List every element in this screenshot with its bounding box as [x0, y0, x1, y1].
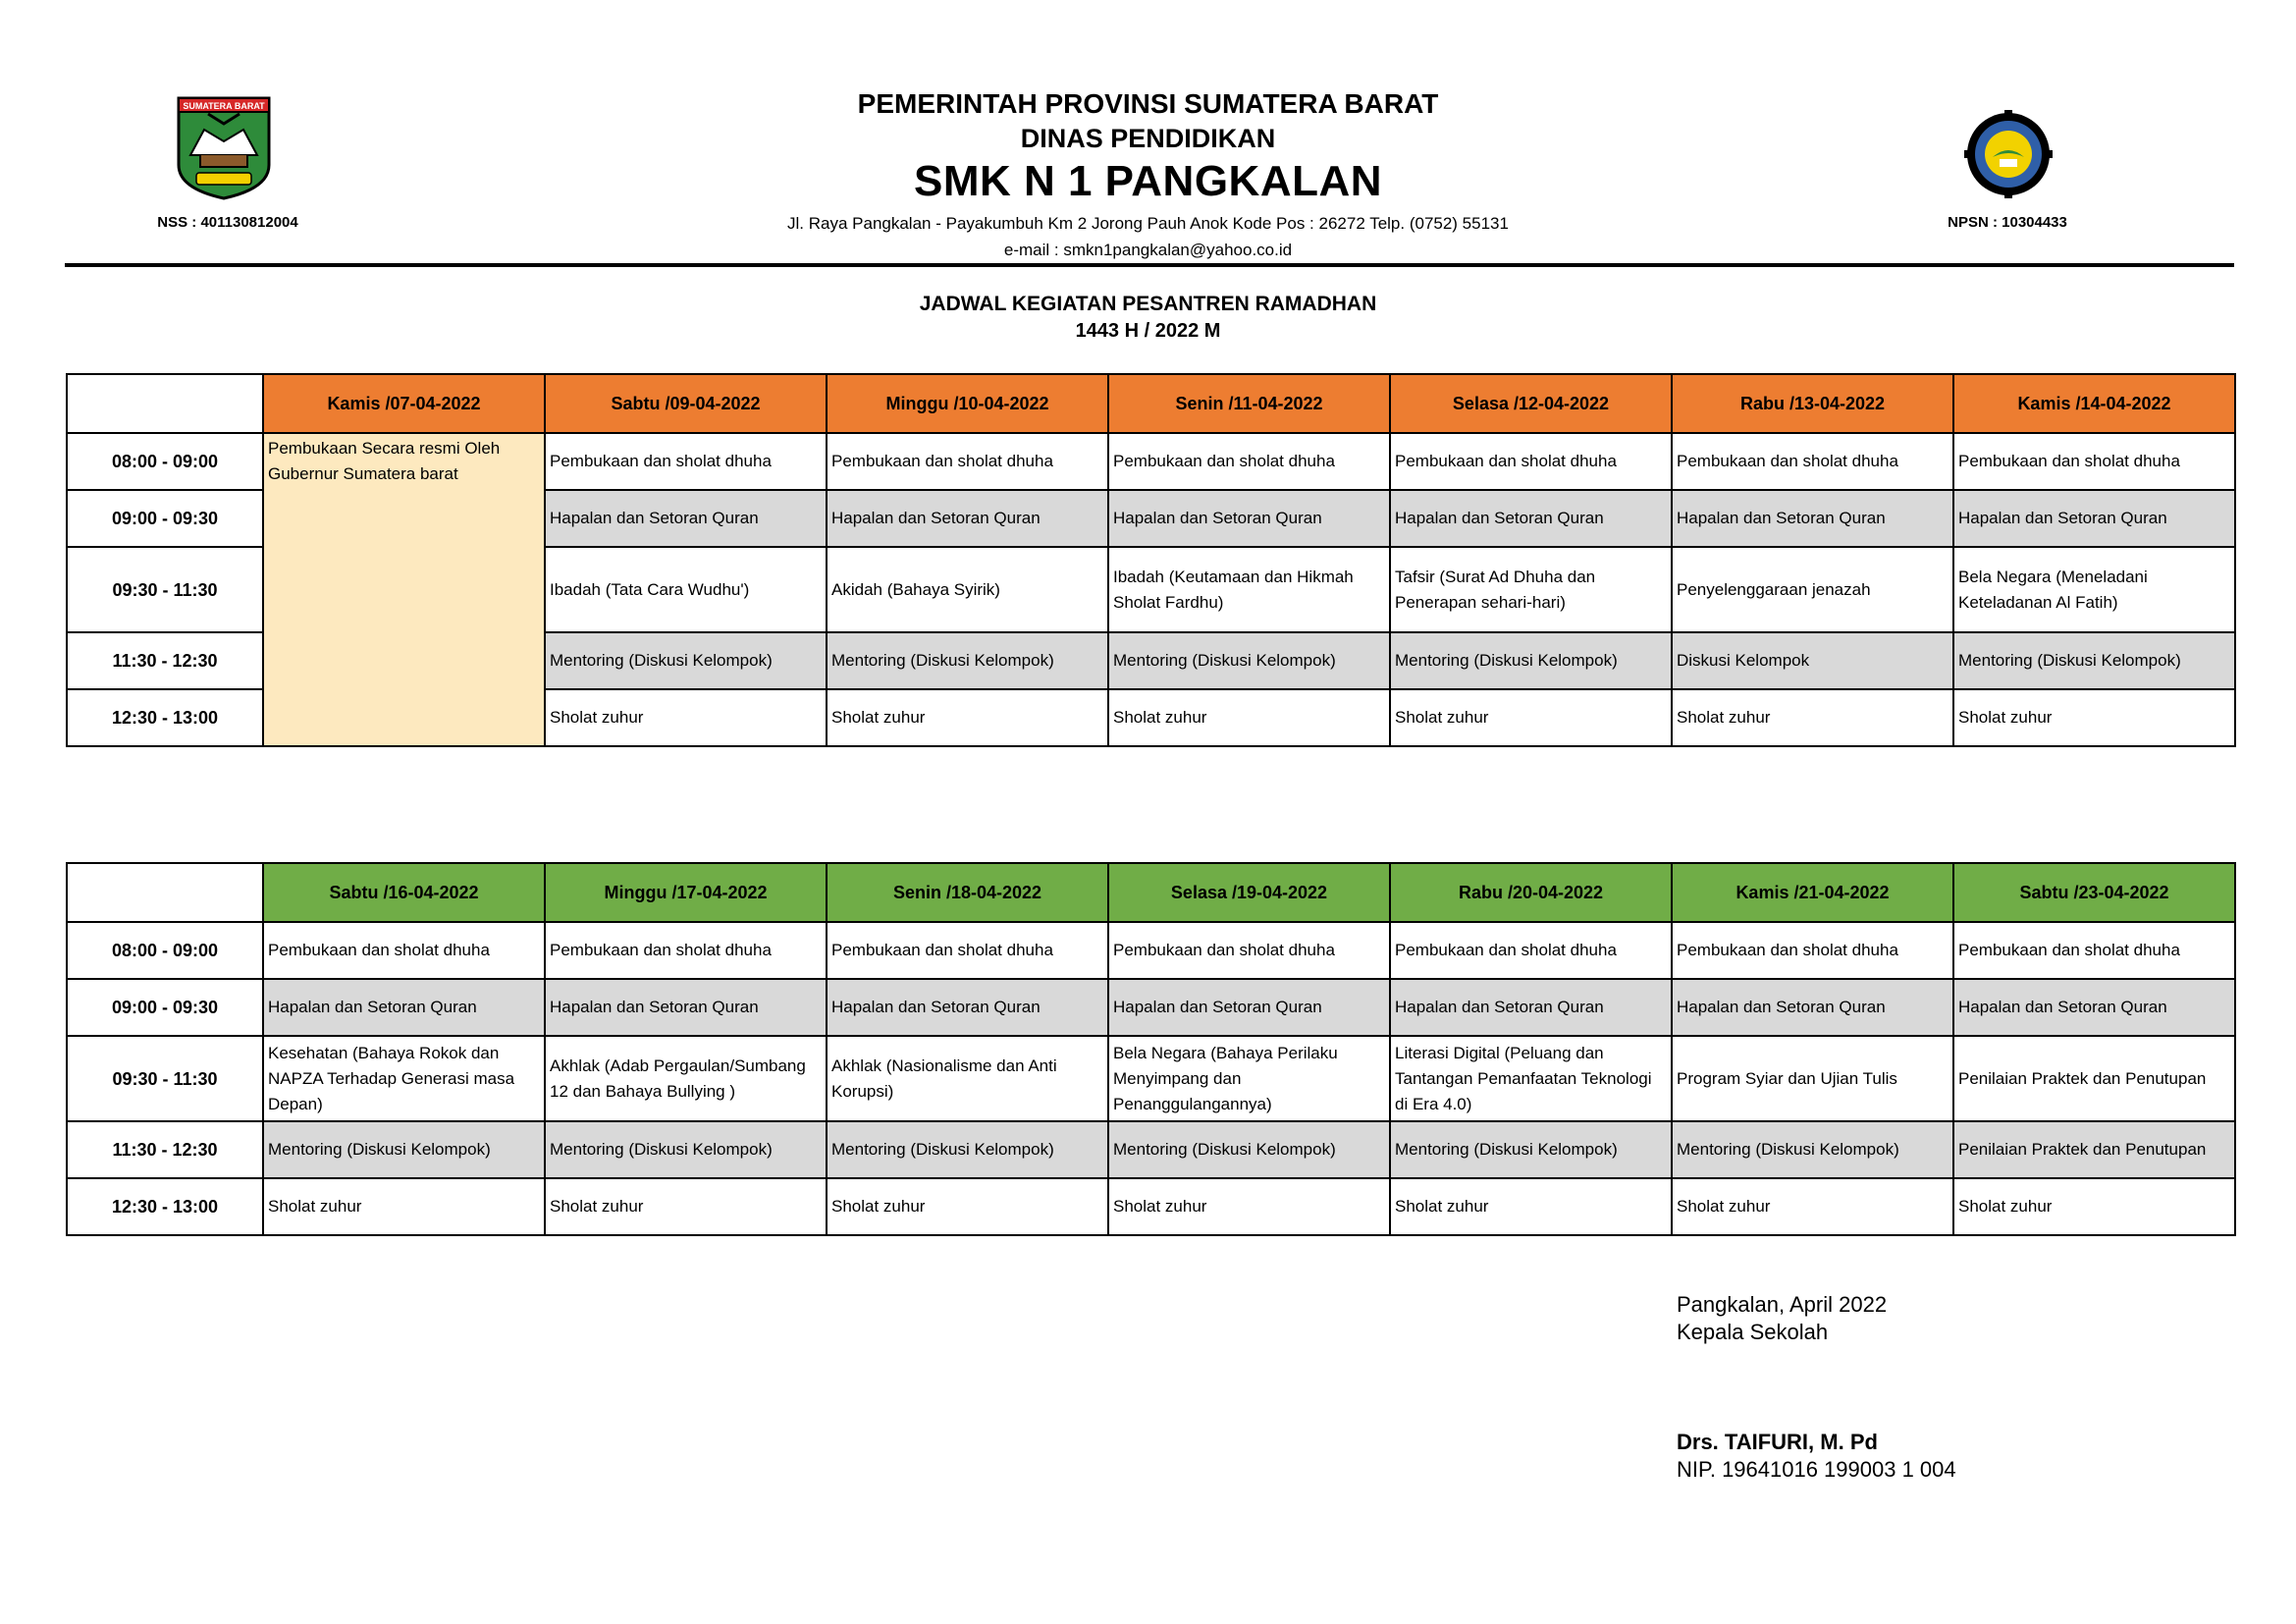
signature-name: Drs. TAIFURI, M. Pd	[1677, 1430, 1878, 1454]
header-divider	[65, 263, 2234, 267]
activity-cell: Literasi Digital (Peluang dan Tantangan Pemanfaatan Teknologi di Era 4.0)	[1390, 1036, 1672, 1121]
time-slot: 08:00 - 09:00	[67, 433, 263, 490]
activity-cell: Hapalan dan Setoran Quran	[545, 490, 827, 547]
activity-cell: Sholat zuhur	[1390, 689, 1672, 746]
day-header: Minggu /17-04-2022	[545, 863, 827, 922]
day-header: Kamis /21-04-2022	[1672, 863, 1953, 922]
day-header: Sabtu /23-04-2022	[1953, 863, 2235, 922]
time-slot: 09:30 - 11:30	[67, 1036, 263, 1121]
activity-cell: Sholat zuhur	[263, 1178, 545, 1235]
activity-cell: Tafsir (Surat Ad Dhuha dan Penerapan sehari-hari)	[1390, 547, 1672, 632]
activity-cell: Program Syiar dan Ujian Tulis	[1672, 1036, 1953, 1121]
time-slot: 09:30 - 11:30	[67, 547, 263, 632]
activity-cell: Pembukaan dan sholat dhuha	[827, 922, 1108, 979]
activity-cell: Ibadah (Keutamaan dan Hikmah Sholat Fardhu)	[1108, 547, 1390, 632]
activity-cell: Penilaian Praktek dan Penutupan	[1953, 1121, 2235, 1178]
activity-cell: Pembukaan dan sholat dhuha	[1672, 922, 1953, 979]
day-header: Sabtu /09-04-2022	[545, 374, 827, 433]
activity-cell: Penilaian Praktek dan Penutupan	[1953, 1036, 2235, 1121]
day-header: Kamis /14-04-2022	[1953, 374, 2235, 433]
activity-cell: Pembukaan dan sholat dhuha	[1953, 433, 2235, 490]
time-slot: 12:30 - 13:00	[67, 1178, 263, 1235]
day-header: Selasa /12-04-2022	[1390, 374, 1672, 433]
schedule-title: JADWAL KEGIATAN PESANTREN RAMADHAN	[919, 293, 1377, 315]
activity-cell: Sholat zuhur	[827, 689, 1108, 746]
signature-place-date: Pangkalan, April 2022	[1677, 1292, 1888, 1317]
table-row	[67, 433, 2235, 490]
activity-cell: Mentoring (Diskusi Kelompok)	[827, 632, 1108, 689]
activity-cell: Sholat zuhur	[1108, 1178, 1390, 1235]
activity-cell: Hapalan dan Setoran Quran	[263, 979, 545, 1036]
activity-cell: Mentoring (Diskusi Kelompok)	[827, 1121, 1108, 1178]
activity-cell: Hapalan dan Setoran Quran	[827, 979, 1108, 1036]
activity-cell: Pembukaan dan sholat dhuha	[263, 922, 545, 979]
activity-cell: Pembukaan dan sholat dhuha	[545, 433, 827, 490]
day-header: Senin /11-04-2022	[1108, 374, 1390, 433]
time-slot: 11:30 - 12:30	[67, 1121, 263, 1178]
day-header: Sabtu /16-04-2022	[263, 863, 545, 922]
activity-cell: Mentoring (Diskusi Kelompok)	[1108, 1121, 1390, 1178]
activity-cell: Mentoring (Diskusi Kelompok)	[1672, 1121, 1953, 1178]
activity-cell: Pembukaan dan sholat dhuha	[1672, 433, 1953, 490]
activity-cell: Sholat zuhur	[1953, 689, 2235, 746]
activity-cell: Akhlak (Adab Pergaulan/Sumbang 12 dan Bahaya Bullying )	[545, 1036, 827, 1121]
activity-cell: Mentoring (Diskusi Kelompok)	[545, 632, 827, 689]
activity-cell: Pembukaan dan sholat dhuha	[545, 922, 827, 979]
activity-cell: Bela Negara (Meneladani Keteladanan Al Fatih)	[1953, 547, 2235, 632]
smk-gear-logo	[1949, 110, 2068, 198]
signature-nip: NIP. 19641016 199003 1 004	[1677, 1457, 1956, 1482]
schedule-year: 1443 H / 2022 M	[1075, 320, 1221, 342]
activity-cell: Bela Negara (Bahaya Perilaku Menyimpang dan Penanggulangannya)	[1108, 1036, 1390, 1121]
corner-cell	[67, 374, 263, 433]
school-email: e-mail : smkn1pangkalan@yahoo.co.id	[1003, 241, 1293, 259]
activity-cell: Hapalan dan Setoran Quran	[1108, 490, 1390, 547]
activity-cell: Mentoring (Diskusi Kelompok)	[545, 1121, 827, 1178]
time-slot: 11:30 - 12:30	[67, 632, 263, 689]
time-slot: 09:00 - 09:30	[67, 979, 263, 1036]
day-header: Minggu /10-04-2022	[827, 374, 1108, 433]
svg-text:SUMATERA BARAT: SUMATERA BARAT	[183, 101, 265, 111]
activity-cell: Hapalan dan Setoran Quran	[1390, 490, 1672, 547]
table-row	[67, 922, 2235, 979]
activity-cell: Hapalan dan Setoran Quran	[1953, 979, 2235, 1036]
time-slot: 08:00 - 09:00	[67, 922, 263, 979]
activity-cell: Sholat zuhur	[1672, 689, 1953, 746]
activity-cell: Mentoring (Diskusi Kelompok)	[1390, 1121, 1672, 1178]
activity-cell: Pembukaan dan sholat dhuha	[1390, 433, 1672, 490]
activity-cell: Hapalan dan Setoran Quran	[1672, 979, 1953, 1036]
day-header: Selasa /19-04-2022	[1108, 863, 1390, 922]
activity-cell: Hapalan dan Setoran Quran	[1953, 490, 2235, 547]
activity-cell: Mentoring (Diskusi Kelompok)	[1953, 632, 2235, 689]
activity-cell: Ibadah (Tata Cara Wudhu')	[545, 547, 827, 632]
activity-cell: Sholat zuhur	[1672, 1178, 1953, 1235]
day-header: Kamis /07-04-2022	[263, 374, 545, 433]
activity-cell: Sholat zuhur	[545, 1178, 827, 1235]
time-slot: 09:00 - 09:30	[67, 490, 263, 547]
npsn-number: NPSN : 10304433	[1948, 214, 2067, 231]
activity-cell: Pembukaan dan sholat dhuha	[1390, 922, 1672, 979]
activity-cell: Akhlak (Nasionalisme dan Anti Korupsi)	[827, 1036, 1108, 1121]
nss-number: NSS : 401130812004	[157, 214, 298, 231]
school-address: Jl. Raya Pangkalan - Payakumbuh Km 2 Jorong Pauh Anok Kode Pos : 26272 Telp. (0752) 55131	[787, 214, 1509, 233]
activity-cell: Sholat zuhur	[1390, 1178, 1672, 1235]
activity-cell: Mentoring (Diskusi Kelompok)	[1390, 632, 1672, 689]
schedule-table-week1	[66, 373, 2236, 747]
activity-cell: Mentoring (Diskusi Kelompok)	[263, 1121, 545, 1178]
activity-cell: Sholat zuhur	[1953, 1178, 2235, 1235]
table-header-row	[67, 374, 2235, 433]
department-name: DINAS PENDIDIKAN	[1020, 124, 1276, 153]
activity-cell: Akidah (Bahaya Syirik)	[827, 547, 1108, 632]
day-header: Rabu /13-04-2022	[1672, 374, 1953, 433]
letterhead	[0, 0, 2296, 275]
opening-ceremony-cell: Pembukaan Secara resmi Oleh Gubernur Sumatera barat	[263, 433, 545, 746]
table-row	[67, 1121, 2235, 1178]
activity-cell: Mentoring (Diskusi Kelompok)	[1108, 632, 1390, 689]
day-header: Rabu /20-04-2022	[1390, 863, 1672, 922]
activity-cell: Hapalan dan Setoran Quran	[1390, 979, 1672, 1036]
table-row	[67, 1036, 2235, 1121]
schedule-table-week2	[66, 862, 2236, 1236]
activity-cell: Sholat zuhur	[1108, 689, 1390, 746]
activity-cell: Pembukaan dan sholat dhuha	[1953, 922, 2235, 979]
activity-cell: Hapalan dan Setoran Quran	[1108, 979, 1390, 1036]
activity-cell: Kesehatan (Bahaya Rokok dan NAPZA Terhadap Generasi masa Depan)	[263, 1036, 545, 1121]
school-name: SMK N 1 PANGKALAN	[913, 157, 1383, 205]
table-row	[67, 1178, 2235, 1235]
table-row	[67, 979, 2235, 1036]
activity-cell: Sholat zuhur	[545, 689, 827, 746]
table-header-row	[67, 863, 2235, 922]
activity-cell: Sholat zuhur	[827, 1178, 1108, 1235]
activity-cell: Diskusi Kelompok	[1672, 632, 1953, 689]
day-header: Senin /18-04-2022	[827, 863, 1108, 922]
activity-cell: Pembukaan dan sholat dhuha	[1108, 922, 1390, 979]
time-slot: 12:30 - 13:00	[67, 689, 263, 746]
activity-cell: Penyelenggaraan jenazah	[1672, 547, 1953, 632]
corner-cell	[67, 863, 263, 922]
activity-cell: Hapalan dan Setoran Quran	[545, 979, 827, 1036]
activity-cell: Hapalan dan Setoran Quran	[1672, 490, 1953, 547]
activity-cell: Pembukaan dan sholat dhuha	[1108, 433, 1390, 490]
government-name: PEMERINTAH PROVINSI SUMATERA BARAT	[857, 88, 1439, 119]
signature-role: Kepala Sekolah	[1677, 1320, 1829, 1344]
activity-cell: Pembukaan dan sholat dhuha	[827, 433, 1108, 490]
activity-cell: Hapalan dan Setoran Quran	[827, 490, 1108, 547]
